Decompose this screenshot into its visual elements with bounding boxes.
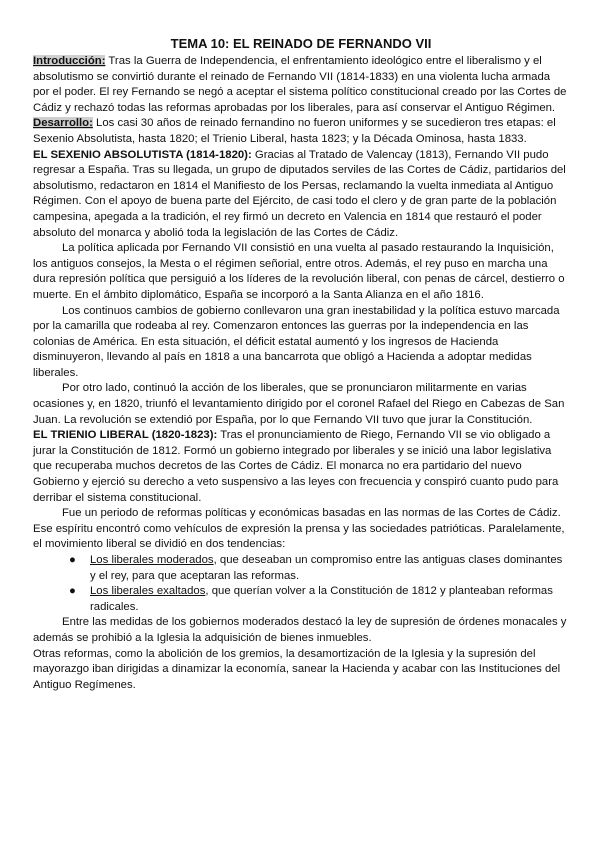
sexenio-paragraph-4: Por otro lado, continuó la acción de los liberales, que se pronunciaron militarmente en varias ocasiones y, en 1820, triunfó el levantamiento dirigido por el coronel Rafael del Riego en Cabezas de San Juan. La revolución se extendió por España, por lo que Fernando VII tuvo que jurar la Constitución. bbox=[33, 382, 565, 426]
intro-label: Introducción: bbox=[33, 55, 106, 67]
list-item-term: Los liberales moderados bbox=[90, 554, 214, 566]
trienio-heading: EL TRIENIO LIBERAL (1820-1823): bbox=[33, 429, 218, 442]
intro-text: Tras la Guerra de Independencia, el enfrentamiento ideológico entre el liberalismo y el absolutismo se convirtió durante el reinado de Fernando VII (1814-1833) en una violenta lucha armada por el poder. El rey Fernando se negó a aceptar el sistema político constitucional creado por las Cortes de Cádiz y rechazó todas las reformas aprobadas por los liberales, para así conservar el Antiguo Régimen. bbox=[33, 55, 567, 114]
page-title: TEMA 10: EL REINADO DE FERNANDO VII bbox=[170, 36, 432, 51]
list-item-text: , que querían volver a la Constitución de 1812 y planteaban reformas radicales. bbox=[90, 585, 553, 613]
trienio-paragraph-4: Otras reformas, como la abolición de los gremios, la desamortización de la Iglesia y la supresión del mayorazgo iban dirigidas a dinamizar la economía, sanear la Hacienda y acabar con las Instituciones del Antiguo Regímenes. bbox=[33, 647, 561, 691]
sexenio-paragraph-1 bbox=[33, 148, 569, 242]
bullet-icon: ● bbox=[69, 554, 76, 566]
trienio-paragraph-1 bbox=[33, 428, 569, 506]
desarrollo-paragraph bbox=[33, 116, 569, 147]
list-item-term: Los liberales exaltados bbox=[90, 585, 206, 598]
document-page bbox=[33, 36, 569, 693]
sexenio-paragraph-2: La política aplicada por Fernando VII consistió en una vuelta al pasado restaurando la Inquisición, los antiguos consejos, la Mesta o el régimen señorial, entre otros. Además, el rey puso en marcha una dura represión política que persiguió a los líderes de la revolución liberal, con penas de cárcel, destierro o muerte. En el ámbito diplomático, España se incorporó a la Santa Alianza en el año 1816. bbox=[33, 242, 565, 301]
list-item-text: , que deseaban un compromiso entre las antiguas clases dominantes y el rey, para que aceptaran las reformas. bbox=[90, 554, 563, 582]
tendencies-list bbox=[33, 553, 569, 615]
sexenio-paragraph-3: Los continuos cambios de gobierno conllevaron una gran inestabilidad y la política estuvo marcada por la camarilla que rodeaba al rey. Comenzaron entonces las guerras por la independencia en las colonias de América. En esta situación, el déficit estatal aumentó y los ingresos de Hacienda disminuyeron, llevando al país en 1818 a una bancarrota que obligó a Hacienda a adoptar medidas liberales. bbox=[33, 304, 560, 379]
sexenio-text-1: Gracias al Tratado de Valencay (1813), Fernando VII pudo regresar a España. Tras su llegada, un grupo de diputados serviles de las Cortes de Cádiz, partidarios del absolutismo, redactaron en 1814 el Manifiesto de los Persas, reclamando la vuelta inmediata al Antiguo Régimen. Con el apoyo de buena parte del Ejército, de casi todo el clero y de gran parte de la población campesina, apegada a la tradición, el rey firmó un decreto en Valencia en 1814 que restauró el poder absoluto del monarca y abolió toda la legislación de las Cortes de Cádiz. bbox=[33, 148, 566, 239]
sexenio-heading: EL SEXENIO ABSOLUTISTA (1814-1820): bbox=[33, 148, 252, 161]
intro-paragraph bbox=[33, 54, 569, 116]
bullet-icon: ● bbox=[69, 585, 76, 598]
list-item bbox=[69, 584, 569, 615]
trienio-paragraph-3: Entre las medidas de los gobiernos moderados destacó la ley de supresión de órdenes monacales y además se prohibió a la Iglesia la adquisición de bienes inmuebles. bbox=[33, 616, 567, 644]
trienio-paragraph-2: Fue un periodo de reformas políticas y económicas basadas en las normas de las Cortes de Cádiz. Ese espíritu encontró como vehículos de expresión la prensa y las sociedades patrióticas. Paralelamente, el movimiento liberal se dividió en dos tendencias: bbox=[33, 507, 565, 551]
desarrollo-text: Los casi 30 años de reinado fernandino no fueron uniformes y se sucedieron tres etapas: el Sexenio Absolutista, hasta 1820; el Trienio Liberal, hasta 1823; y la Década Ominosa, hasta 1833. bbox=[33, 117, 556, 145]
list-item bbox=[69, 553, 569, 584]
trienio-text-1: Tras el pronunciamiento de Riego, Fernando VII se vio obligado a jurar la Constitución de 1812. Formó un gobierno integrado por liberales y se inició una labor legislativa que recuperaba muchos decretos de las Cortes de Cádiz. El monarca no era partidario del nuevo Gobierno y ejerció su derecho a veto suspensivo a las leyes con frecuencia y conspiró cuanto pudo para derribar el sistema constitucional. bbox=[33, 429, 559, 504]
desarrollo-label: Desarrollo: bbox=[33, 117, 93, 130]
